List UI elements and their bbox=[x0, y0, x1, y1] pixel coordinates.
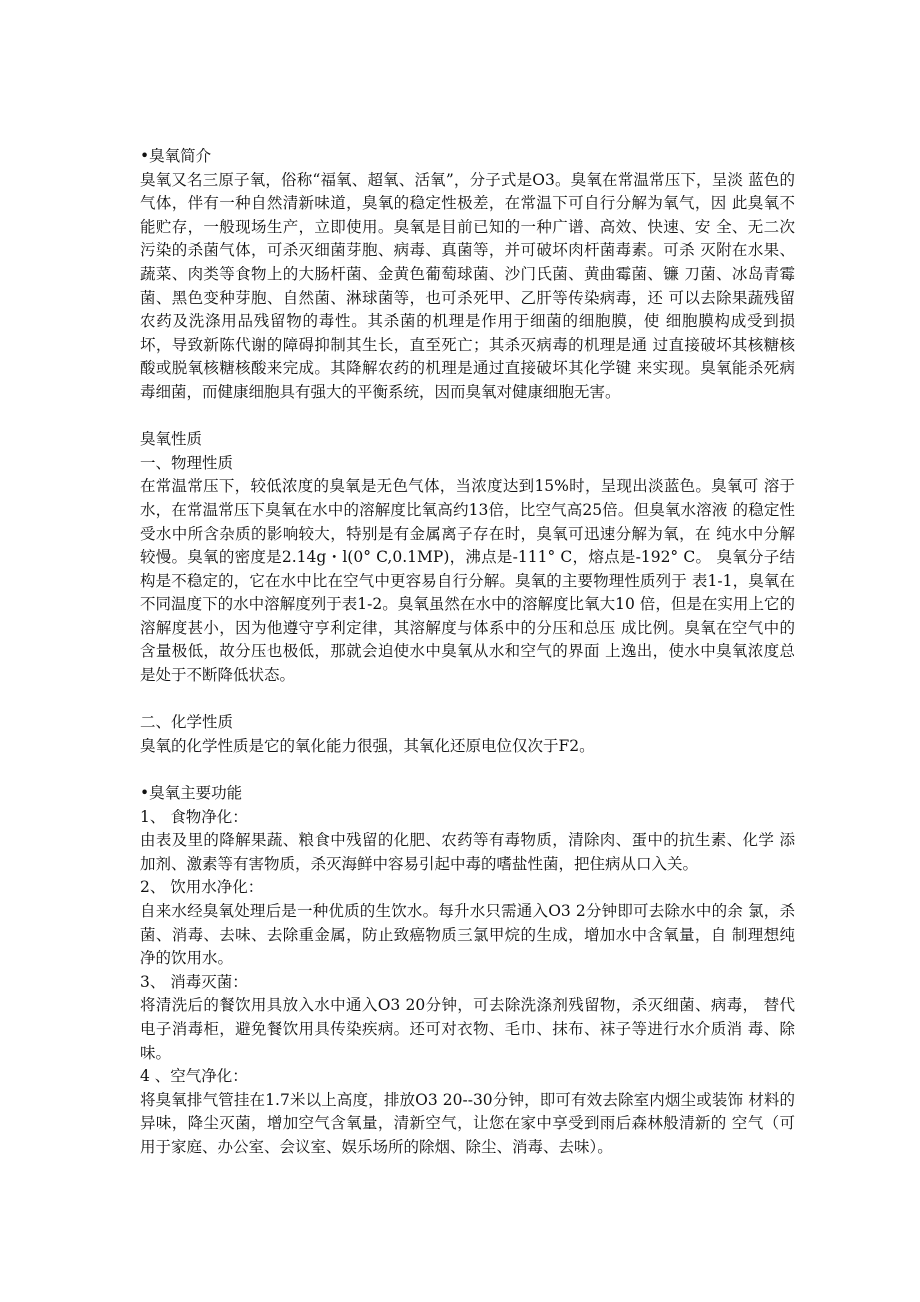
function-item-title: 2、 饮用水净化： bbox=[140, 878, 264, 897]
function-item-title: 4 、空气净化： bbox=[140, 1067, 248, 1086]
function-item-title: 1、 食物净化： bbox=[140, 807, 248, 826]
chemical-properties-paragraph: 臭氧的化学性质是它的氧化能力很强，其氧化还原电位仅次于F2。 bbox=[140, 736, 595, 755]
properties-heading: 臭氧性质 bbox=[140, 430, 203, 449]
function-item-body: 自来水经臭氧处理后是一种优质的生饮水。每升水只需通入O3 2分钟即可去除水中的余 氯，杀菌、消毒、去味、去除重金属，防止致癌物质三氯甲烷的生成，增加水中含氧量，自 制理想纯净的饮用水。 bbox=[140, 902, 795, 968]
physical-properties-paragraph: 在常温常压下，较低浓度的臭氧是无色气体，当浓度达到15%时，呈现出淡蓝色。臭氧可 溶于水，在常温常压下臭氧在水中的溶解度比氧高约13倍，比空气高25倍。但臭氧水溶液 的稳定性受水中所含杂质的影响较大，特别是有金属离子存在时，臭氧可迅速分解为氧，在 纯水中分解较慢。臭氧的密度是2.14g・l(0° C,0.1MP)，沸点是-111° C，熔点是-192° C。 臭氧分子结构是不稳定的，它在水中比在空气中更容易自行分解。臭氧的主要物理性质列于 表1-1，臭氧在不同温度下的水中溶解度列于表1-2。臭氧虽然在水中的溶解度比氧大10 倍，但是在实用上它的溶解度甚小，因为他遵守亨利定律，其溶解度与体系中的分压和总压 成比例。臭氧在空气中的含量极低，故分压也极低，那就会迫使水中臭氧从水和空气的界面 上逸出，使水中臭氧浓度总是处于不断降低状态。 bbox=[140, 477, 795, 685]
spacer bbox=[140, 688, 795, 712]
function-item-body: 将清洗后的餐饮用具放入水中通入O3 20分钟，可去除洗涤剂残留物，杀灭细菌、病毒， 替代电子消毒柜，避免餐饮用具传染疾病。还可对衣物、毛巾、抹布、袜子等进行水介质消 毒、除味。 bbox=[140, 996, 795, 1062]
physical-properties-heading: 一、物理性质 bbox=[140, 453, 234, 472]
spacer bbox=[140, 758, 795, 782]
intro-paragraph: 臭氧又名三原子氧，俗称“福氧、超氧、活氧”，分子式是O3。臭氧在常温常压下，呈淡 蓝色的气体，伴有一种自然清新味道，臭氧的稳定性极差，在常温下可自行分解为氧气，因 此臭氧不能贮存，一般现场生产，立即使用。臭氧是目前已知的一种广谱、高效、快速、安 全、无二次污染的杀菌气体，可杀灭细菌芽胞、病毒、真菌等，并可破坏肉杆菌毒素。可杀 灭附在水果、蔬菜、肉类等食物上的大肠杆菌、金黄色葡萄球菌、沙门氏菌、黄曲霉菌、镰 刀菌、冰岛青霉菌、黑色变种芽胞、自然菌、淋球菌等，也可杀死甲、乙肝等传染病毒，还 可以去除果蔬残留农药及洗涤用品残留物的毒性。其杀菌的机理是作用于细菌的细胞膜，使 细胞膜构成受到损坏，导致新陈代谢的障碍抑制其生长，直至死亡；其杀灭病毒的机理是通 过直接破坏其核糖核酸或脱氧核糖核酸来完成。其降解农药的机理是通过直接破坏其化学键 来实现。臭氧能杀死病毒细菌，而健康细胞具有强大的平衡系统，因而臭氧对健康细胞无害。 bbox=[140, 170, 795, 401]
spacer bbox=[140, 405, 795, 429]
function-item-body: 由表及里的降解果蔬、粮食中残留的化肥、农药等有毒物质，清除肉、蛋中的抗生素、化学 添加剂、激素等有害物质，杀灭海鲜中容易引起中毒的嗜盐性菌，把住病从口入关。 bbox=[140, 831, 795, 873]
intro-heading: •臭氧简介 bbox=[140, 147, 212, 165]
chemical-properties-heading: 二、化学性质 bbox=[140, 713, 234, 732]
document-body bbox=[140, 145, 795, 1160]
function-item-body: 将臭氧排气管挂在1.7米以上高度，排放O3 20--30分钟，即可有效去除室内烟尘或装饰 材料的异味，降尘灭菌，增加空气含氧量，清新空气，让您在家中享受到雨后森林般清新的 空气（可用于家庭、办公室、会议室、娱乐场所的除烟、除尘、消毒、去味）。 bbox=[140, 1090, 795, 1156]
functions-heading: •臭氧主要功能 bbox=[140, 784, 243, 803]
function-item-title: 3、 消毒灭菌： bbox=[140, 972, 248, 991]
